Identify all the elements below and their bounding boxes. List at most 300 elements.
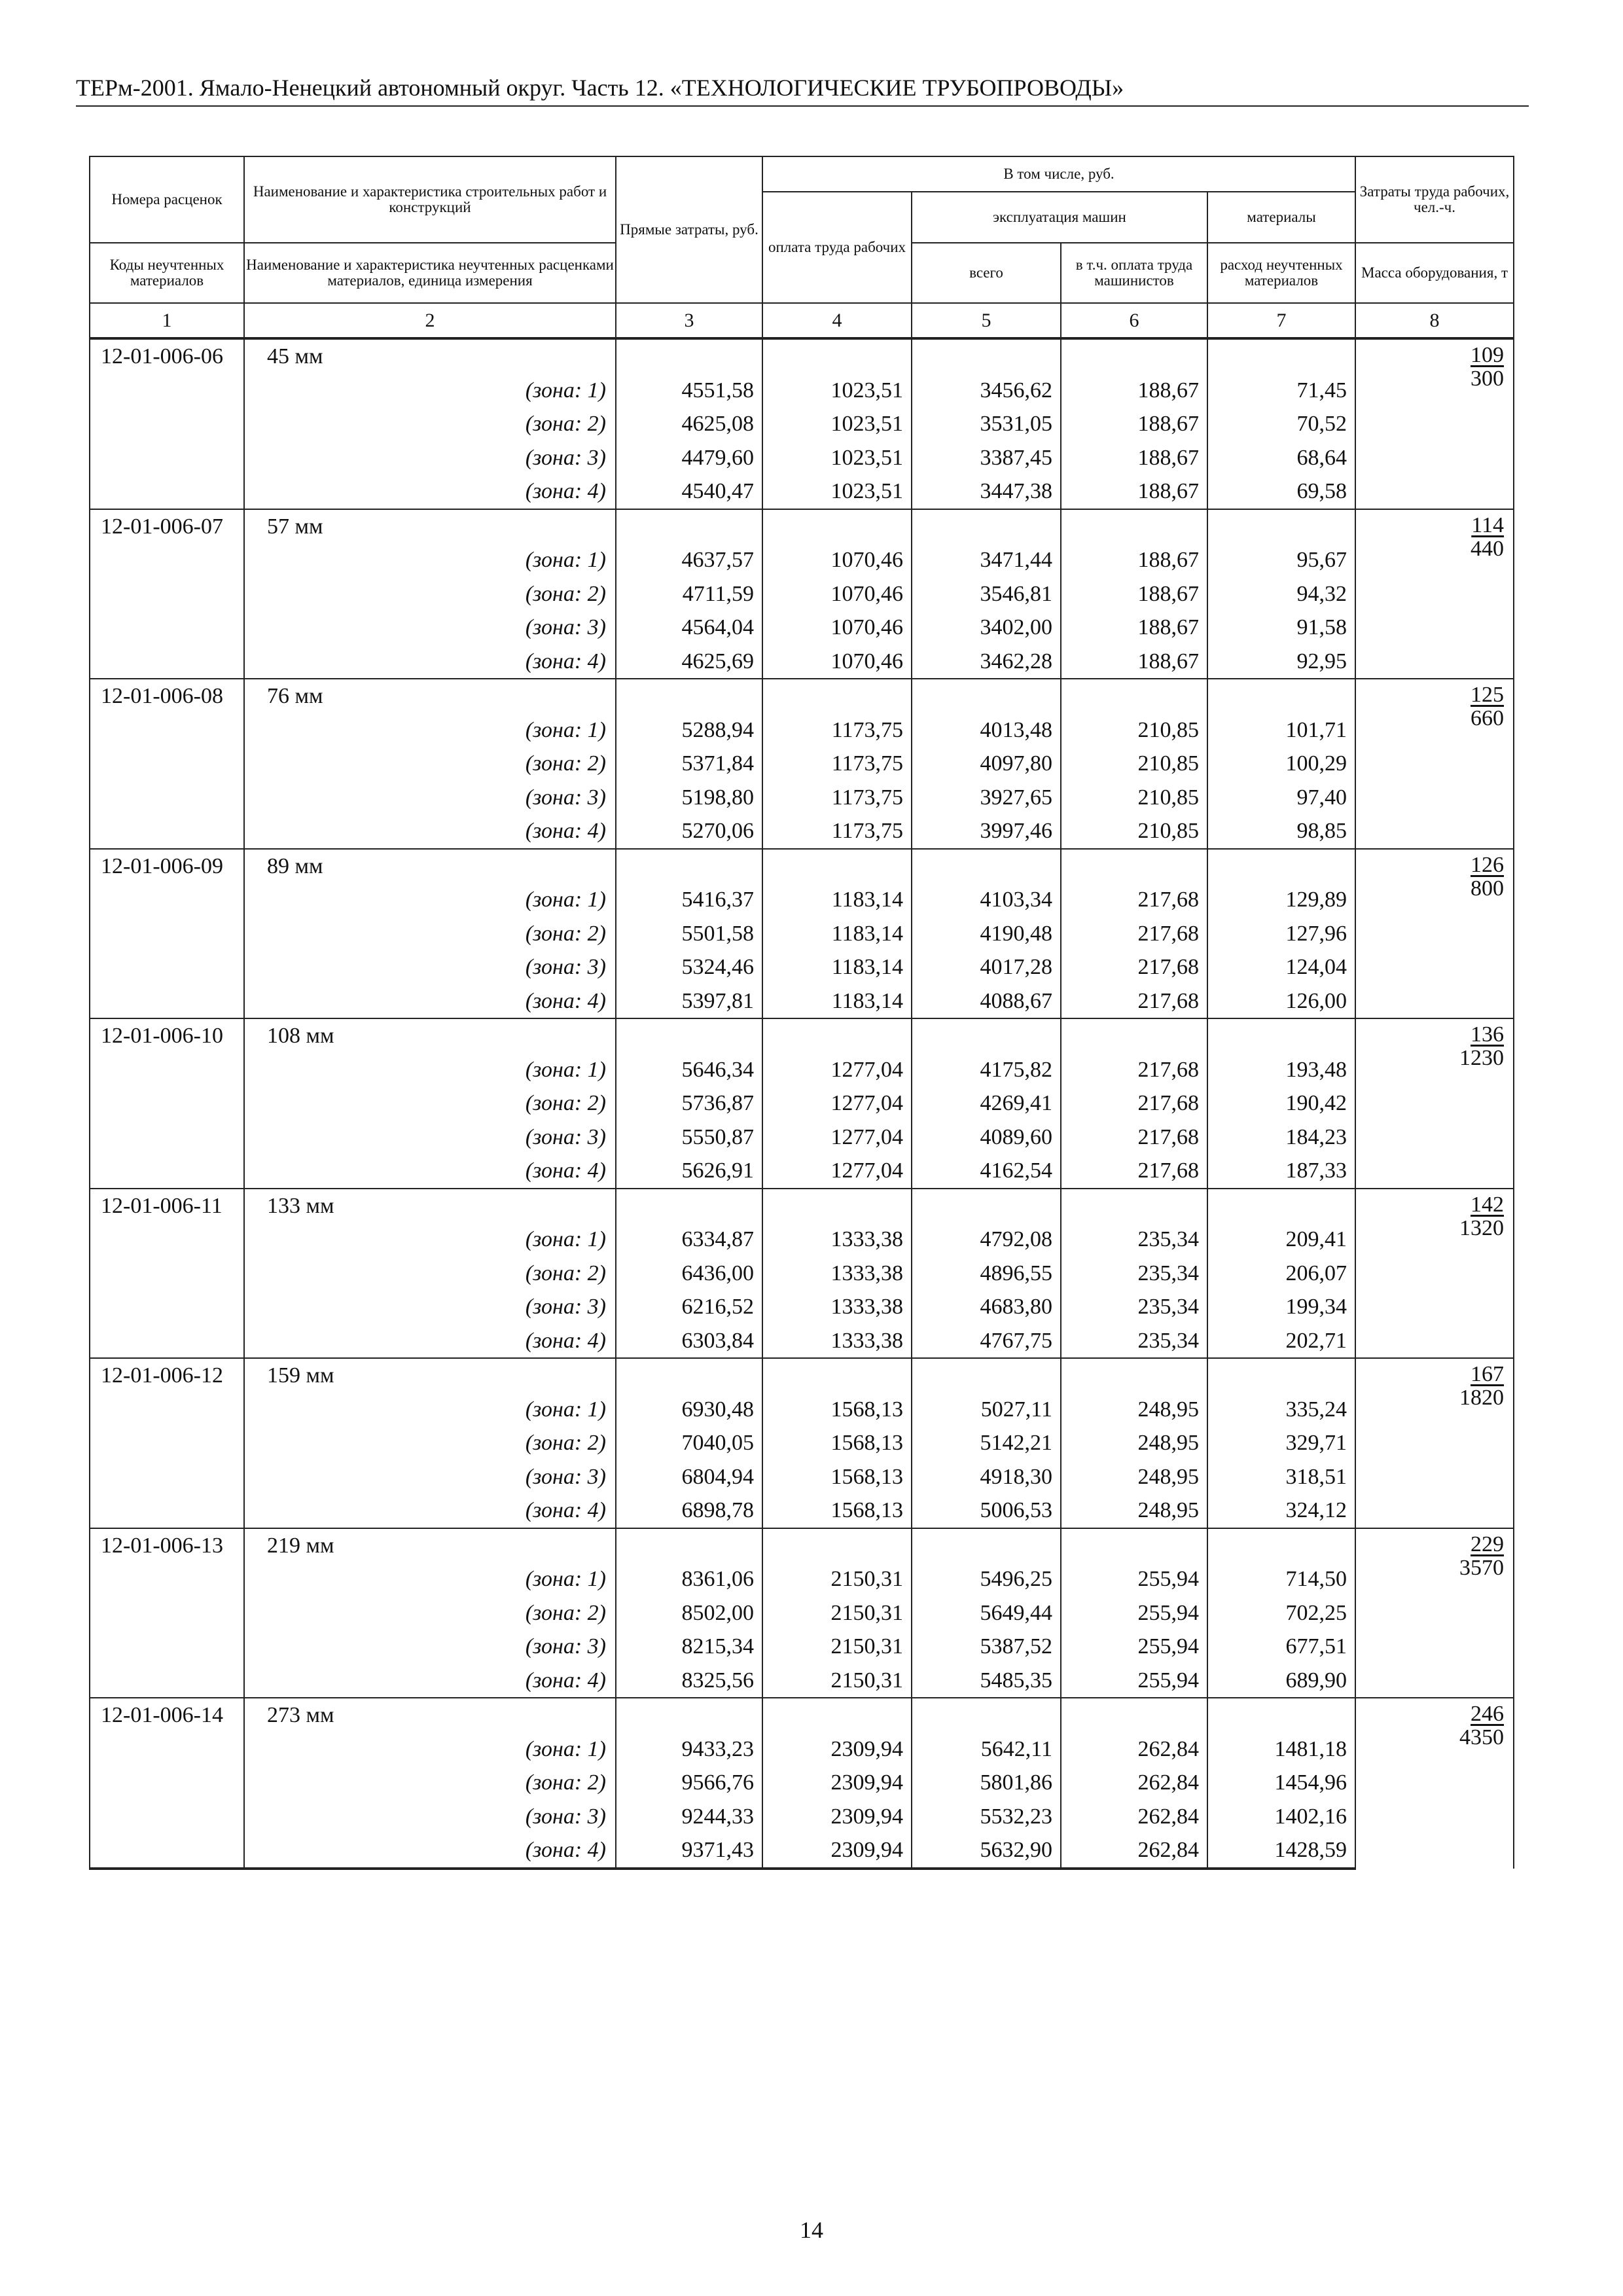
wages-value: 1183,14	[762, 883, 912, 917]
zone-label: (зона: 4)	[244, 1833, 616, 1869]
rate-title-row	[90, 1358, 1514, 1393]
operators-wages-value: 188,67	[1061, 441, 1207, 475]
rate-code: 12-01-006-10	[90, 1018, 244, 1053]
wages-value: 2309,94	[762, 1833, 912, 1869]
direct-costs-value: 5397,81	[616, 984, 762, 1019]
rate-title-row	[90, 338, 1514, 374]
materials-value: 689,90	[1207, 1664, 1355, 1698]
zone-label: (зона: 2)	[244, 1257, 616, 1291]
zone-row	[90, 374, 1514, 408]
machines-total-value: 4089,60	[912, 1121, 1061, 1155]
zone-label: (зона: 3)	[244, 781, 616, 815]
machines-total-value: 5485,35	[912, 1664, 1061, 1698]
rate-title-row	[90, 1698, 1514, 1732]
operators-wages-value: 235,34	[1061, 1324, 1207, 1359]
rate-name: 45 мм	[244, 338, 616, 374]
zone-label: (зона: 2)	[244, 1596, 616, 1630]
direct-costs-value: 8325,56	[616, 1664, 762, 1698]
wages-value: 1183,14	[762, 917, 912, 951]
zone-label: (зона: 3)	[244, 1290, 616, 1324]
operators-wages-value: 210,85	[1061, 814, 1207, 849]
zone-row	[90, 1766, 1514, 1800]
labor-costs-value: 136	[1471, 1022, 1505, 1047]
direct-costs-value: 6898,78	[616, 1494, 762, 1528]
labor-mass-cell	[1355, 1358, 1514, 1528]
machines-total-value: 5496,25	[912, 1562, 1061, 1596]
direct-costs-value: 9371,43	[616, 1833, 762, 1869]
zone-row	[90, 1223, 1514, 1257]
operators-wages-value: 262,84	[1061, 1766, 1207, 1800]
zone-label: (зона: 2)	[244, 1426, 616, 1460]
materials-value: 1428,59	[1207, 1833, 1355, 1869]
rate-name: 76 мм	[244, 679, 616, 713]
machines-total-value: 4175,82	[912, 1053, 1061, 1087]
wages-value: 1173,75	[762, 747, 912, 781]
direct-costs-value: 6303,84	[616, 1324, 762, 1359]
zone-label: (зона: 4)	[244, 984, 616, 1019]
labor-mass-cell	[1355, 1018, 1514, 1189]
direct-costs-value: 4711,59	[616, 577, 762, 611]
equipment-mass-value: 300	[1471, 367, 1505, 391]
zone-row	[90, 1494, 1514, 1528]
rate-title-row	[90, 1018, 1514, 1053]
operators-wages-value: 217,68	[1061, 883, 1207, 917]
machines-total-value: 4190,48	[912, 917, 1061, 951]
machines-total-value: 4896,55	[912, 1257, 1061, 1291]
zone-label: (зона: 2)	[244, 747, 616, 781]
materials-value: 193,48	[1207, 1053, 1355, 1087]
labor-costs-value: 167	[1471, 1362, 1505, 1386]
materials-value: 129,89	[1207, 883, 1355, 917]
labor-mass-cell	[1355, 509, 1514, 679]
rate-group	[90, 1698, 1514, 1869]
materials-value: 324,12	[1207, 1494, 1355, 1528]
materials-value: 1402,16	[1207, 1800, 1355, 1834]
column-number: 1	[90, 303, 244, 338]
wages-value: 2309,94	[762, 1732, 912, 1767]
materials-value: 206,07	[1207, 1257, 1355, 1291]
rate-name: 219 мм	[244, 1528, 616, 1563]
operators-wages-value: 210,85	[1061, 713, 1207, 747]
rate-name: 159 мм	[244, 1358, 616, 1393]
zone-row	[90, 1562, 1514, 1596]
materials-value: 209,41	[1207, 1223, 1355, 1257]
operators-wages-value: 235,34	[1061, 1257, 1207, 1291]
operators-wages-value: 210,85	[1061, 781, 1207, 815]
machines-total-value: 5027,11	[912, 1393, 1061, 1427]
machines-total-value: 4683,80	[912, 1290, 1061, 1324]
zone-row	[90, 407, 1514, 441]
zone-label: (зона: 1)	[244, 1562, 616, 1596]
machines-total-value: 3447,38	[912, 475, 1061, 509]
zone-label: (зона: 1)	[244, 883, 616, 917]
zone-label: (зона: 1)	[244, 1393, 616, 1427]
page-number: 14	[800, 2217, 823, 2243]
rate-code: 12-01-006-14	[90, 1698, 244, 1732]
direct-costs-value: 4564,04	[616, 611, 762, 645]
direct-costs-value: 8361,06	[616, 1562, 762, 1596]
wages-value: 1023,51	[762, 441, 912, 475]
column-number: 3	[616, 303, 762, 338]
direct-costs-value: 5198,80	[616, 781, 762, 815]
rate-group	[90, 849, 1514, 1019]
materials-value: 124,04	[1207, 950, 1355, 984]
zone-label: (зона: 1)	[244, 374, 616, 408]
header-material-codes: Коды неучтенных материалов	[90, 243, 244, 303]
zone-label: (зона: 2)	[244, 917, 616, 951]
labor-costs-value: 126	[1471, 852, 1505, 877]
zone-row	[90, 577, 1514, 611]
equipment-mass-value: 800	[1471, 876, 1505, 901]
zone-label: (зона: 4)	[244, 645, 616, 679]
operators-wages-value: 235,34	[1061, 1290, 1207, 1324]
zone-row	[90, 1086, 1514, 1121]
machines-total-value: 4767,75	[912, 1324, 1061, 1359]
header-machines-total: всего	[912, 243, 1061, 303]
materials-value: 335,24	[1207, 1393, 1355, 1427]
rate-name: 108 мм	[244, 1018, 616, 1053]
table-header	[90, 156, 1514, 338]
direct-costs-value: 4625,08	[616, 407, 762, 441]
wages-value: 1173,75	[762, 713, 912, 747]
wages-value: 1173,75	[762, 781, 912, 815]
labor-mass-cell	[1355, 1189, 1514, 1359]
labor-mass-fraction	[1471, 344, 1504, 391]
direct-costs-value: 9566,76	[616, 1766, 762, 1800]
zone-row	[90, 781, 1514, 815]
zone-row	[90, 1290, 1514, 1324]
zone-row	[90, 1154, 1514, 1189]
direct-costs-value: 8215,34	[616, 1630, 762, 1664]
direct-costs-value: 5736,87	[616, 1086, 762, 1121]
direct-costs-value: 4625,69	[616, 645, 762, 679]
wages-value: 1568,13	[762, 1460, 912, 1494]
direct-costs-value: 5550,87	[616, 1121, 762, 1155]
zone-label: (зона: 4)	[244, 475, 616, 509]
machines-total-value: 3471,44	[912, 543, 1061, 577]
wages-value: 1277,04	[762, 1086, 912, 1121]
rate-title-row	[90, 509, 1514, 544]
running-header: ТЕРм-2001. Ямало-Ненецкий автономный округ. Часть 12. «ТЕХНОЛОГИЧЕСКИЕ ТРУБОПРОВОДЫ»	[76, 75, 1124, 101]
zone-label: (зона: 4)	[244, 1494, 616, 1528]
zone-label: (зона: 2)	[244, 1086, 616, 1121]
rate-title-row	[90, 679, 1514, 713]
wages-value: 1023,51	[762, 475, 912, 509]
operators-wages-value: 255,94	[1061, 1664, 1207, 1698]
equipment-mass-value: 1230	[1459, 1046, 1505, 1070]
machines-total-value: 5801,86	[912, 1766, 1061, 1800]
materials-value: 71,45	[1207, 374, 1355, 408]
labor-costs-value: 142	[1471, 1192, 1505, 1217]
wages-value: 1333,38	[762, 1290, 912, 1324]
direct-costs-value: 9433,23	[616, 1732, 762, 1767]
rate-code: 12-01-006-12	[90, 1358, 244, 1393]
materials-value: 101,71	[1207, 713, 1355, 747]
materials-value: 329,71	[1207, 1426, 1355, 1460]
zone-row	[90, 917, 1514, 951]
equipment-mass-value: 1820	[1459, 1386, 1505, 1410]
wages-value: 1183,14	[762, 984, 912, 1019]
header-machines: эксплуатация машин	[912, 192, 1207, 243]
direct-costs-value: 8502,00	[616, 1596, 762, 1630]
header-materials: материалы	[1207, 192, 1355, 243]
rate-group	[90, 1189, 1514, 1359]
direct-costs-value: 6216,52	[616, 1290, 762, 1324]
zone-row	[90, 645, 1514, 679]
equipment-mass-value: 1320	[1459, 1215, 1505, 1240]
materials-value: 127,96	[1207, 917, 1355, 951]
zone-row	[90, 747, 1514, 781]
rate-code: 12-01-006-13	[90, 1528, 244, 1563]
direct-costs-value: 5501,58	[616, 917, 762, 951]
labor-mass-fraction	[1471, 853, 1504, 901]
direct-costs-value: 5626,91	[616, 1154, 762, 1189]
machines-total-value: 5642,11	[912, 1732, 1061, 1767]
materials-value: 677,51	[1207, 1630, 1355, 1664]
machines-total-value: 5006,53	[912, 1494, 1061, 1528]
wages-value: 1277,04	[762, 1121, 912, 1155]
machines-total-value: 5632,90	[912, 1833, 1061, 1869]
zone-row	[90, 1460, 1514, 1494]
zone-row	[90, 713, 1514, 747]
materials-value: 70,52	[1207, 407, 1355, 441]
rate-code: 12-01-006-09	[90, 849, 244, 884]
rate-name: 273 мм	[244, 1698, 616, 1732]
materials-value: 202,71	[1207, 1324, 1355, 1359]
zone-row	[90, 1800, 1514, 1834]
column-number: 5	[912, 303, 1061, 338]
rates-table	[89, 156, 1514, 1870]
rate-group	[90, 1018, 1514, 1189]
equipment-mass-value: 3570	[1459, 1555, 1505, 1580]
operators-wages-value: 262,84	[1061, 1833, 1207, 1869]
wages-value: 2150,31	[762, 1596, 912, 1630]
labor-costs-value: 114	[1471, 512, 1505, 537]
wages-value: 2309,94	[762, 1766, 912, 1800]
zone-row	[90, 1732, 1514, 1767]
zone-row	[90, 611, 1514, 645]
zone-row	[90, 1426, 1514, 1460]
operators-wages-value: 188,67	[1061, 475, 1207, 509]
zone-row	[90, 1630, 1514, 1664]
wages-value: 1070,46	[762, 611, 912, 645]
wages-value: 1333,38	[762, 1223, 912, 1257]
zone-label: (зона: 3)	[244, 1460, 616, 1494]
rate-code: 12-01-006-06	[90, 338, 244, 374]
zone-row	[90, 1257, 1514, 1291]
equipment-mass-value: 440	[1471, 536, 1505, 561]
materials-value: 126,00	[1207, 984, 1355, 1019]
zone-row	[90, 984, 1514, 1019]
header-including: В том числе, руб.	[762, 156, 1355, 192]
wages-value: 1070,46	[762, 543, 912, 577]
materials-value: 94,32	[1207, 577, 1355, 611]
column-number: 8	[1355, 303, 1514, 338]
wages-value: 1070,46	[762, 577, 912, 611]
direct-costs-value: 4540,47	[616, 475, 762, 509]
zone-label: (зона: 4)	[244, 814, 616, 849]
zone-label: (зона: 1)	[244, 543, 616, 577]
column-number: 2	[244, 303, 616, 338]
rate-group	[90, 1358, 1514, 1528]
zone-label: (зона: 2)	[244, 1766, 616, 1800]
zone-row	[90, 1664, 1514, 1698]
direct-costs-value: 6436,00	[616, 1257, 762, 1291]
materials-value: 92,95	[1207, 645, 1355, 679]
direct-costs-value: 6334,87	[616, 1223, 762, 1257]
zone-row	[90, 475, 1514, 509]
rate-group	[90, 338, 1514, 509]
materials-value: 190,42	[1207, 1086, 1355, 1121]
header-direct-costs: Прямые затраты, руб.	[616, 156, 762, 303]
zone-row	[90, 1121, 1514, 1155]
materials-value: 69,58	[1207, 475, 1355, 509]
wages-value: 1173,75	[762, 814, 912, 849]
direct-costs-value: 4479,60	[616, 441, 762, 475]
wages-value: 1333,38	[762, 1324, 912, 1359]
machines-total-value: 3402,00	[912, 611, 1061, 645]
zone-label: (зона: 3)	[244, 1630, 616, 1664]
zone-label: (зона: 1)	[244, 1732, 616, 1767]
zone-label: (зона: 3)	[244, 441, 616, 475]
zone-row	[90, 1053, 1514, 1087]
rate-name: 89 мм	[244, 849, 616, 884]
rate-group	[90, 679, 1514, 849]
header-wages: оплата труда рабочих	[762, 192, 912, 303]
labor-mass-cell	[1355, 1528, 1514, 1698]
wages-value: 1023,51	[762, 374, 912, 408]
materials-value: 100,29	[1207, 747, 1355, 781]
equipment-mass-value: 4350	[1459, 1725, 1505, 1749]
materials-value: 187,33	[1207, 1154, 1355, 1189]
header-operators-wages: в т.ч. оплата труда машинистов	[1061, 243, 1207, 303]
header-labor-costs: Затраты труда рабочих, чел.-ч.	[1355, 156, 1514, 243]
zone-row	[90, 1393, 1514, 1427]
operators-wages-value: 188,67	[1061, 407, 1207, 441]
operators-wages-value: 255,94	[1061, 1596, 1207, 1630]
labor-mass-fraction	[1459, 1363, 1504, 1410]
operators-wages-value: 217,68	[1061, 1053, 1207, 1087]
wages-value: 2309,94	[762, 1800, 912, 1834]
materials-value: 199,34	[1207, 1290, 1355, 1324]
zone-label: (зона: 1)	[244, 1223, 616, 1257]
zone-row	[90, 1833, 1514, 1869]
zone-row	[90, 543, 1514, 577]
machines-total-value: 3531,05	[912, 407, 1061, 441]
zone-label: (зона: 2)	[244, 407, 616, 441]
machines-total-value: 3997,46	[912, 814, 1061, 849]
labor-costs-value: 125	[1471, 683, 1505, 707]
machines-total-value: 4013,48	[912, 713, 1061, 747]
equipment-mass-value: 660	[1471, 706, 1505, 730]
materials-value: 702,25	[1207, 1596, 1355, 1630]
operators-wages-value: 235,34	[1061, 1223, 1207, 1257]
operators-wages-value: 188,67	[1061, 543, 1207, 577]
machines-total-value: 3546,81	[912, 577, 1061, 611]
direct-costs-value: 5646,34	[616, 1053, 762, 1087]
operators-wages-value: 188,67	[1061, 577, 1207, 611]
column-number: 7	[1207, 303, 1355, 338]
labor-mass-fraction	[1471, 514, 1504, 561]
zone-row	[90, 883, 1514, 917]
wages-value: 2150,31	[762, 1562, 912, 1596]
operators-wages-value: 248,95	[1061, 1460, 1207, 1494]
machines-total-value: 4088,67	[912, 984, 1061, 1019]
operators-wages-value: 217,68	[1061, 917, 1207, 951]
operators-wages-value: 248,95	[1061, 1494, 1207, 1528]
operators-wages-value: 217,68	[1061, 1154, 1207, 1189]
column-numbers-row	[90, 303, 1514, 338]
zone-row	[90, 950, 1514, 984]
labor-mass-cell	[1355, 679, 1514, 849]
direct-costs-value: 5288,94	[616, 713, 762, 747]
machines-total-value: 3456,62	[912, 374, 1061, 408]
rate-code: 12-01-006-08	[90, 679, 244, 713]
wages-value: 1277,04	[762, 1053, 912, 1087]
materials-value: 97,40	[1207, 781, 1355, 815]
rate-name: 133 мм	[244, 1189, 616, 1223]
machines-total-value: 4097,80	[912, 747, 1061, 781]
header-equipment-mass: Масса оборудования, т	[1355, 243, 1514, 303]
wages-value: 1568,13	[762, 1426, 912, 1460]
rate-title-row	[90, 849, 1514, 884]
labor-mass-fraction	[1459, 1702, 1504, 1749]
wages-value: 2150,31	[762, 1664, 912, 1698]
labor-mass-fraction	[1459, 1023, 1504, 1070]
rate-code: 12-01-006-07	[90, 509, 244, 544]
wages-value: 1333,38	[762, 1257, 912, 1291]
direct-costs-value: 5416,37	[616, 883, 762, 917]
materials-value: 714,50	[1207, 1562, 1355, 1596]
wages-value: 1568,13	[762, 1393, 912, 1427]
zone-label: (зона: 2)	[244, 577, 616, 611]
wages-value: 1183,14	[762, 950, 912, 984]
machines-total-value: 4918,30	[912, 1460, 1061, 1494]
zone-label: (зона: 1)	[244, 713, 616, 747]
rate-group	[90, 1528, 1514, 1698]
direct-costs-value: 4637,57	[616, 543, 762, 577]
labor-mass-cell	[1355, 849, 1514, 1019]
machines-total-value: 4162,54	[912, 1154, 1061, 1189]
operators-wages-value: 217,68	[1061, 950, 1207, 984]
operators-wages-value: 188,67	[1061, 645, 1207, 679]
rate-code: 12-01-006-11	[90, 1189, 244, 1223]
direct-costs-value: 7040,05	[616, 1426, 762, 1460]
direct-costs-value: 6930,48	[616, 1393, 762, 1427]
labor-costs-value: 109	[1471, 343, 1505, 367]
zone-label: (зона: 3)	[244, 1121, 616, 1155]
machines-total-value: 4792,08	[912, 1223, 1061, 1257]
zone-label: (зона: 4)	[244, 1664, 616, 1698]
machines-total-value: 3462,28	[912, 645, 1061, 679]
operators-wages-value: 262,84	[1061, 1800, 1207, 1834]
machines-total-value: 3927,65	[912, 781, 1061, 815]
machines-total-value: 4103,34	[912, 883, 1061, 917]
labor-costs-value: 229	[1471, 1532, 1505, 1556]
machines-total-value: 5142,21	[912, 1426, 1061, 1460]
column-number: 4	[762, 303, 912, 338]
direct-costs-value: 9244,33	[616, 1800, 762, 1834]
direct-costs-value: 5270,06	[616, 814, 762, 849]
rate-title-row	[90, 1528, 1514, 1563]
machines-total-value: 5649,44	[912, 1596, 1061, 1630]
rate-name: 57 мм	[244, 509, 616, 544]
labor-mass-cell	[1355, 338, 1514, 509]
operators-wages-value: 248,95	[1061, 1426, 1207, 1460]
machines-total-value: 3387,45	[912, 441, 1061, 475]
materials-value: 1481,18	[1207, 1732, 1355, 1767]
zone-row	[90, 814, 1514, 849]
